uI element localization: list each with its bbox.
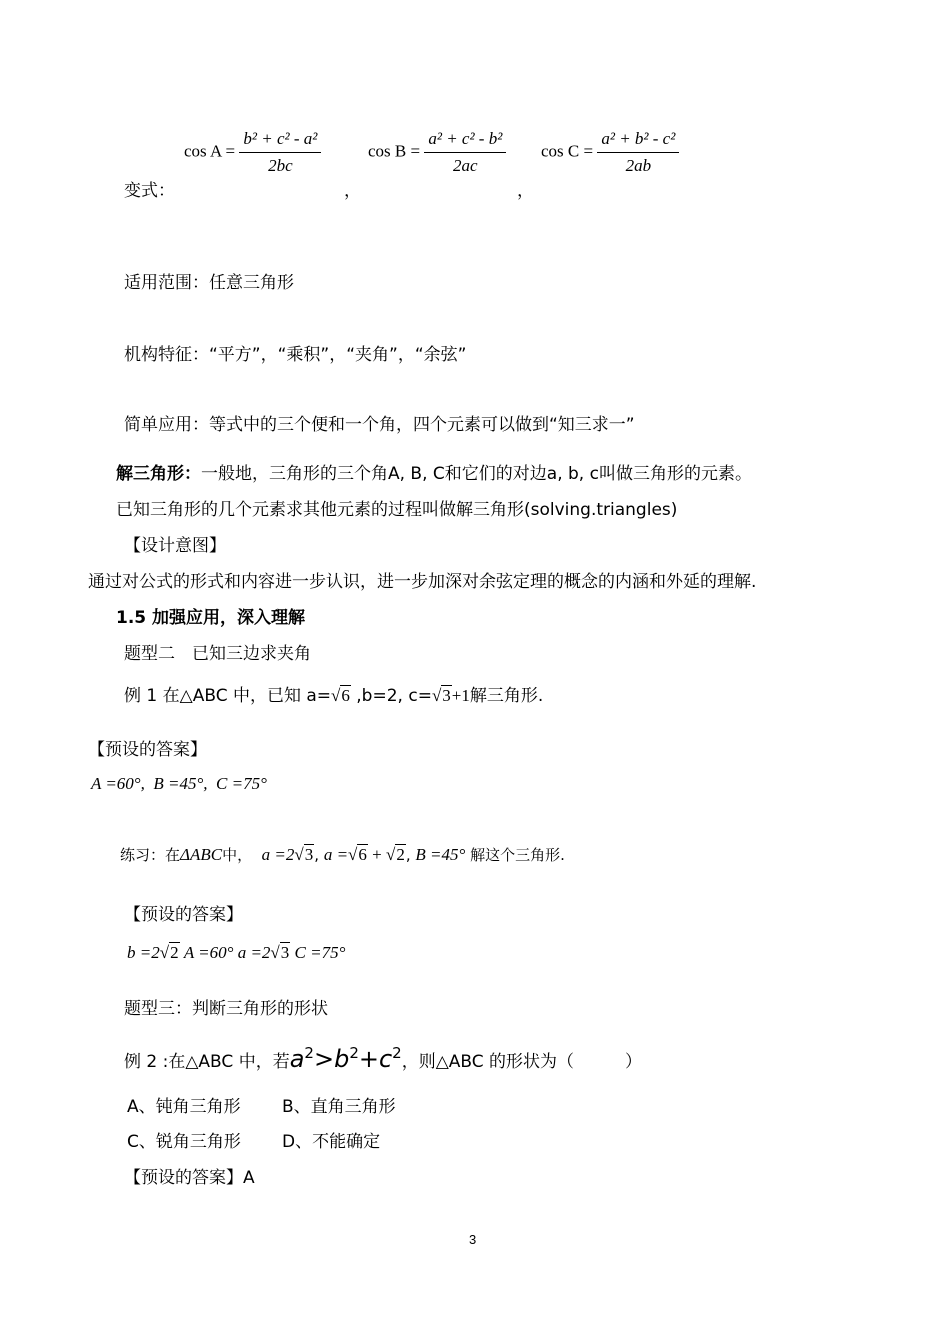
section-heading: 1.5 加强应用，深入理解 (116, 608, 306, 628)
answer-1-heading: 【预设的答案】 (88, 740, 207, 760)
answer-2-heading: 【预设的答案】 (124, 905, 243, 925)
design-intent-text: 通过对公式的形式和内容进一步认识，进一步加深对余弦定理的概念的内涵和外延的理解. (88, 572, 757, 592)
scope-line: 适用范围：任意三角形 (124, 273, 294, 293)
option-b: B、直角三角形 (282, 1097, 396, 1117)
solve-definition-line-1: 解三角形：一般地，三角形的三个角A, B, C和它们的对边a, b, c叫做三角形的元素。 (116, 464, 752, 484)
formula-cos-c: cos C = $\frac{\text{a² + b² - c²}}{2ab}$ (541, 128, 679, 177)
design-intent-heading: 【设计意图】 (124, 536, 226, 556)
variant-sep-1: ， (344, 181, 361, 201)
solve-definition-line-2: 已知三角形的几个元素求其他元素的过程叫做解三角形(solving.triangles) (116, 500, 678, 520)
page-number: 3 (469, 1232, 477, 1247)
option-c: C、锐角三角形 (127, 1132, 241, 1152)
structure-line: 机构特征：“平方”，“乘积”，“夹角”，“余弦” (124, 345, 467, 365)
simple-application-line: 简单应用：等式中的三个便和一个角，四个元素可以做到“知三求一” (124, 415, 635, 435)
practice-line: 练习：在ΔABC中， a =2√3, a =√6 + √2, B =45° 解这个三角形. (120, 845, 565, 864)
inequality-expression: $a^2>b^2+c^2$ (289, 1044, 402, 1073)
solve-definition-term: 解三角形： (116, 464, 201, 484)
formula-cos-b: cos B = $\frac{\text{a² + c² - b²}}{2ac}$ (368, 128, 506, 177)
formula-cos-a: cos A = $\frac{\text{b² + c² - a²}}{2bc}$ (184, 128, 321, 177)
option-d: D、不能确定 (282, 1132, 381, 1152)
question-type-2: 题型二 已知三边求夹角 (124, 644, 311, 664)
sqrt-3: √3 (431, 686, 451, 705)
option-a: A、钝角三角形 (127, 1097, 241, 1117)
example-1: 例 1 在△ABC 中，已知 a=√6 ,b=2, c=√3+1解三角形. (124, 686, 544, 706)
sqrt-6: √6 (331, 686, 350, 705)
question-type-3: 题型三：判断三角形的形状 (124, 999, 328, 1019)
answer-1-values: A =60°, B =45°, C =75° (91, 774, 267, 793)
answer-3: 【预设的答案】A (124, 1168, 255, 1188)
variant-sep-2: ， (517, 181, 534, 201)
answer-2-values: b =2√2 A =60° a =2√3 C =75° (127, 943, 346, 962)
example-2: 例 2 :在△ABC 中，若$a^2>b^2+c^2$，则△ABC 的形状为（ ） (124, 1044, 643, 1073)
variant-label: 变式： (124, 181, 175, 201)
